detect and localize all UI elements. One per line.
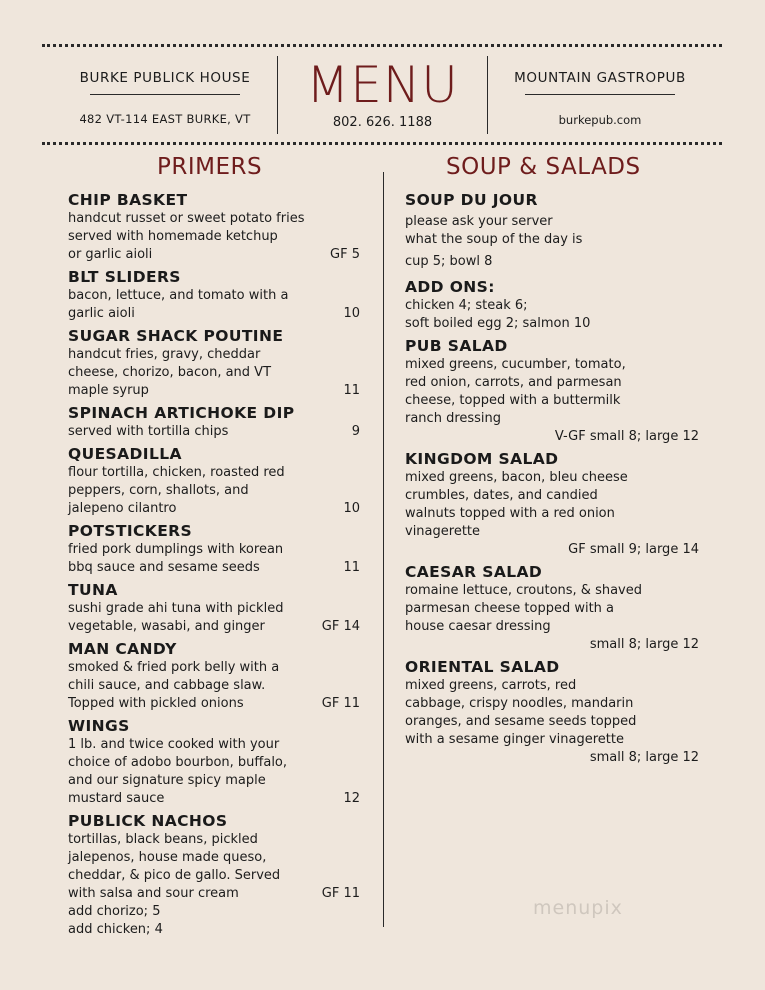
item-desc-line: cabbage, crispy noodles, mandarin [405, 696, 634, 711]
item-desc-line: walnuts topped with a red onion [405, 506, 615, 521]
restaurant-address: 482 VT-114 EAST BURKE, VT [79, 112, 251, 126]
item-name: CAESAR SALAD [405, 563, 543, 581]
item-price: cup 5; bowl 8 [405, 254, 493, 269]
menu-item [405, 449, 699, 559]
item-desc-line: oranges, and sesame seeds topped [405, 714, 637, 729]
item-desc-row [68, 695, 360, 713]
item-name: QUESADILLA [68, 445, 182, 463]
item-desc-line: jalepeno cilantro [68, 501, 177, 516]
item-price: 11 [343, 383, 360, 398]
menu-item [405, 277, 699, 333]
restaurant-tagline: MOUNTAIN GASTROPUB [514, 70, 686, 86]
item-desc-line: Topped with pickled onions [68, 696, 244, 711]
item-extra: add chorizo; 5 [68, 904, 161, 919]
item-desc-line: romaine lettuce, croutons, & shaved [405, 583, 642, 598]
item-name: MAN CANDY [68, 640, 177, 658]
menu-item [68, 580, 360, 636]
item-desc-line: handcut fries, gravy, cheddar [68, 347, 261, 362]
item-desc-row [68, 246, 360, 264]
menu-item [68, 403, 360, 441]
item-desc-row [68, 559, 360, 577]
menu-item [68, 444, 360, 518]
item-price: small 8; large 12 [589, 750, 699, 765]
item-desc-row [68, 423, 360, 441]
item-desc-line: peppers, corn, shallots, and [68, 483, 249, 498]
item-price: V-GF small 8; large 12 [554, 429, 699, 444]
header-divider-right [487, 56, 488, 134]
item-desc-row [68, 790, 360, 808]
item-name: TUNA [68, 581, 118, 599]
header-left-rule [90, 94, 240, 95]
header-right [495, 70, 705, 127]
item-desc-line: vinagerette [405, 524, 481, 539]
item-desc-line: cheese, topped with a buttermilk [405, 393, 621, 408]
salad-list [405, 336, 699, 767]
item-desc-line: sushi grade ahi tuna with pickled [68, 601, 284, 616]
item-desc-line: with salsa and sour cream [68, 886, 239, 901]
item-desc-line: mixed greens, cucumber, tomato, [405, 357, 626, 372]
header-dotted-rule [42, 142, 722, 145]
restaurant-name: BURKE PUBLICK HOUSE [79, 70, 251, 86]
item-name: CHIP BASKET [68, 191, 188, 209]
item-name: SUGAR SHACK POUTINE [68, 327, 284, 345]
menu-item [405, 190, 699, 271]
item-extra: add chicken; 4 [68, 922, 163, 937]
item-desc-line: smoked & fried pork belly with a [68, 660, 280, 675]
item-desc-row [68, 500, 360, 518]
menu-item [68, 190, 360, 264]
item-desc-line: flour tortilla, chicken, roasted red [68, 465, 285, 480]
item-name: POTSTICKERS [68, 522, 193, 540]
item-name: KINGDOM SALAD [405, 450, 559, 468]
item-desc-line: garlic aioli [68, 306, 135, 321]
watermark: menupix [533, 897, 623, 919]
item-desc-line: house caesar dressing [405, 619, 551, 634]
item-desc-line: 1 lb. and twice cooked with your [68, 737, 280, 752]
item-desc-line: and our signature spicy maple [68, 773, 266, 788]
item-name: SPINACH ARTICHOKE DIP [68, 404, 295, 422]
item-desc-line: please ask your server [405, 214, 553, 229]
soup-salads-list [405, 190, 699, 770]
menu-item [68, 811, 360, 939]
top-dotted-rule [42, 44, 722, 47]
website: burkepub.com [558, 113, 642, 127]
item-desc-line: parmesan cheese topped with a [405, 601, 615, 616]
item-desc-line: served with tortilla chips [68, 424, 229, 439]
menu-title: MENU [306, 56, 459, 114]
menu-item [68, 521, 360, 577]
item-desc-row [68, 382, 360, 400]
item-name: BLT SLIDERS [68, 268, 181, 286]
item-price: GF 11 [321, 696, 360, 711]
item-desc-line: bbq sauce and sesame seeds [68, 560, 260, 575]
item-price: 11 [343, 560, 360, 575]
item-desc-line: handcut russet or sweet potato fries [68, 211, 305, 226]
item-name: SOUP DU JOUR [405, 191, 538, 209]
item-desc-line: mixed greens, bacon, bleu cheese [405, 470, 628, 485]
item-desc-line: tortillas, black beans, pickled [68, 832, 258, 847]
menu-item [68, 326, 360, 400]
item-desc-line: vegetable, wasabi, and ginger [68, 619, 265, 634]
phone-number: 802. 626. 1188 [332, 115, 433, 130]
column-divider [383, 172, 384, 927]
item-price: GF 5 [330, 247, 360, 262]
menu-item [68, 716, 360, 808]
primers-heading: PRIMERS [157, 154, 263, 180]
item-price: GF 11 [321, 886, 360, 901]
item-price: GF small 9; large 14 [568, 542, 699, 557]
primers-list [68, 190, 360, 942]
item-desc-row [68, 885, 360, 903]
item-desc-line: chili sauce, and cabbage slaw. [68, 678, 266, 693]
item-name: ADD ONS: [405, 278, 495, 296]
item-desc-line: mustard sauce [68, 791, 165, 806]
item-desc-line: fried pork dumplings with korean [68, 542, 284, 557]
menu-item [405, 657, 699, 767]
item-desc-line: soft boiled egg 2; salmon 10 [405, 316, 591, 331]
item-price: 9 [351, 424, 360, 439]
item-desc-line: chicken 4; steak 6; [405, 298, 528, 313]
soup-salads-heading: SOUP & SALADS [446, 154, 641, 180]
item-desc-line: or garlic aioli [68, 247, 153, 262]
item-desc-line: with a sesame ginger vinagerette [405, 732, 624, 747]
menu-item [405, 336, 699, 446]
item-desc-line: red onion, carrots, and parmesan [405, 375, 622, 390]
item-desc-line: crumbles, dates, and candied [405, 488, 598, 503]
item-desc-line: what the soup of the day is [405, 232, 583, 247]
item-name: PUB SALAD [405, 337, 508, 355]
menu-item [405, 562, 699, 654]
item-name: PUBLICK NACHOS [68, 812, 228, 830]
item-desc-line: jalepenos, house made queso, [68, 850, 267, 865]
item-desc-line: bacon, lettuce, and tomato with a [68, 288, 289, 303]
item-desc-row [68, 305, 360, 323]
item-price: 10 [343, 306, 360, 321]
item-price: small 8; large 12 [589, 637, 699, 652]
item-desc-line: maple syrup [68, 383, 149, 398]
menu-item [68, 639, 360, 713]
menu-item [68, 267, 360, 323]
item-desc-line: cheddar, & pico de gallo. Served [68, 868, 281, 883]
item-price: 10 [343, 501, 360, 516]
header-left [60, 70, 270, 126]
item-name: WINGS [68, 717, 130, 735]
item-desc-line: served with homemade ketchup [68, 229, 278, 244]
item-desc-line: ranch dressing [405, 411, 502, 426]
item-name: ORIENTAL SALAD [405, 658, 560, 676]
item-desc-line: choice of adobo bourbon, buffalo, [68, 755, 288, 770]
header-divider-left [277, 56, 278, 134]
item-desc-line: cheese, chorizo, bacon, and VT [68, 365, 272, 380]
item-price: GF 14 [321, 619, 360, 634]
header-right-rule [525, 94, 675, 95]
item-desc-line: mixed greens, carrots, red [405, 678, 577, 693]
item-desc-row [68, 618, 360, 636]
item-price: 12 [343, 791, 360, 806]
